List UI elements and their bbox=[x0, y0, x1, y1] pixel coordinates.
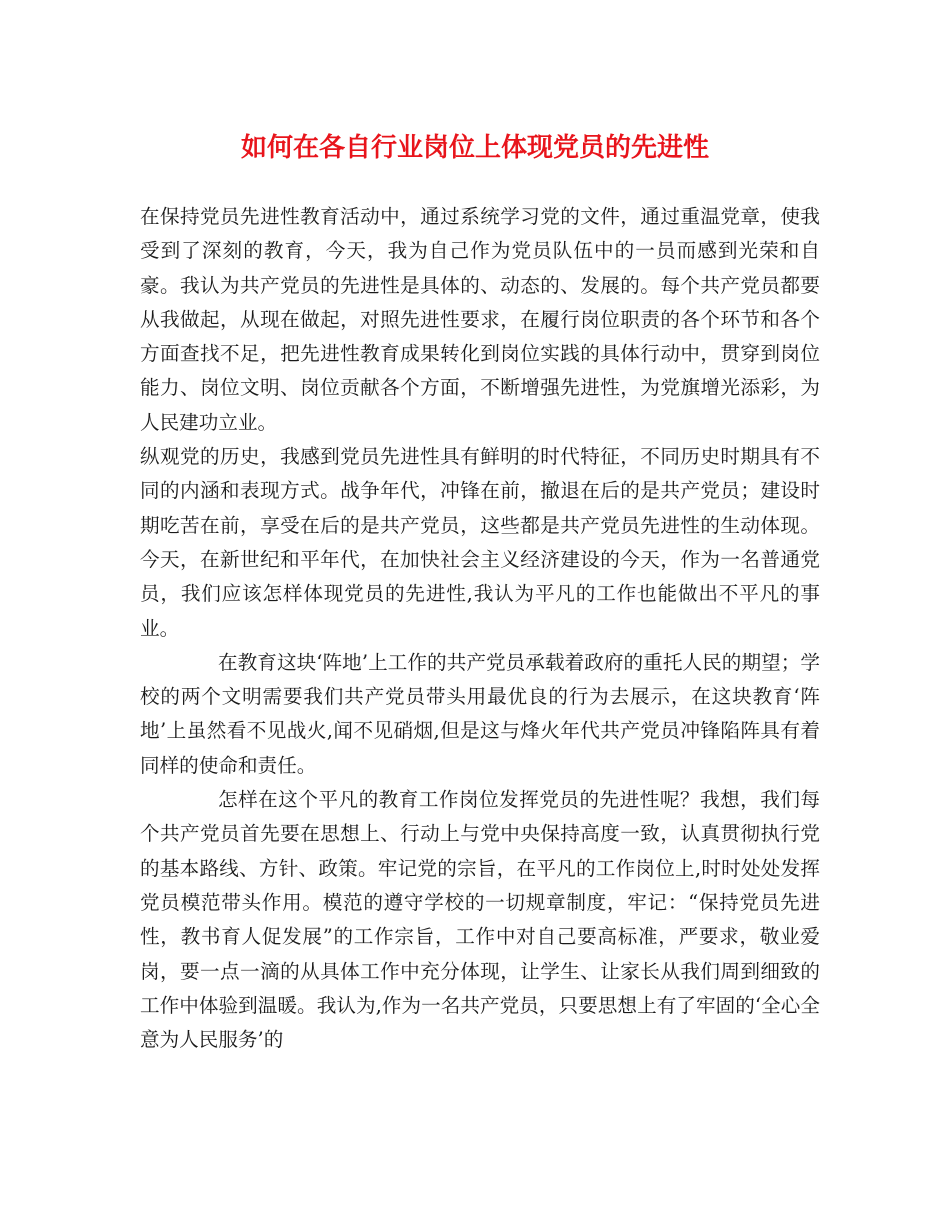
paragraph-1: 在保持党员先进性教育活动中，通过系统学习党的文件，通过重温党章，使我受到了深刻的教育，今天，我为自己作为党员队伍中的一员而感到光荣和自豪。我认为共产党员的先进性是具体的、动态的、发展的。每个共产党员都要从我做起，从现在做起，对照先进性要求，在履行岗位职责的各个环节和各个方面查找不足，把先进性教育成果转化到岗位实践的具体行动中，贯穿到岗位能力、岗位文明、岗位贡献各个方面，不断增强先进性，为党旗增光添彩，为人民建功立业。 bbox=[140, 205, 820, 434]
paragraph-4: 怎样在这个平凡的教育工作岗位发挥党员的先进性呢？我想，我们每个共产党员首先要在思想上、行动上与党中央保持高度一致，认真贯彻执行党的基本路线、方针、政策。牢记党的宗旨，在平凡的工作岗位上,时时处处发挥党员模范带头作用。模范的遵守学校的一切规章制度，牢记：“保持党员先进性，教书育人促发展”的工作宗旨，工作中对自己要高标准，严要求，敬业爱岗，要一点一滴的从具体工作中充分体现，让学生、让家长从我们周到细致的工作中体验到温暖。我认为,作为一名共产党员，只要思想上有了牢固的‘全心全意为人民服务’的 bbox=[140, 788, 820, 1052]
document-title: 如何在各自行业岗位上体现党员的先进性 bbox=[240, 133, 709, 163]
document-body bbox=[140, 200, 820, 1057]
paragraph-3: 在教育这块‘阵地’上工作的共产党员承载着政府的重托人民的期望；学校的两个文明需要我们共产党员带头用最优良的行为去展示，在这块教育‘阵地’上虽然看不见战火,闻不见硝烟,但是这与烽火年代共产党员冲锋陷阵具有着同样的使命和责任。 bbox=[140, 650, 820, 777]
paragraph-2: 纵观党的历史，我感到党员先进性具有鲜明的时代特征，不同历史时期具有不同的内涵和表现方式。战争年代，冲锋在前，撤退在后的是共产党员；建设时期吃苦在前，享受在后的是共产党员，这些都是共产党员先进性的生动体现。今天，在新世纪和平年代，在加快社会主义经济建设的今天，作为一名普通党员，我们应该怎样体现党员的先进性,我认为平凡的工作也能做出不平凡的事业。 bbox=[140, 445, 820, 640]
